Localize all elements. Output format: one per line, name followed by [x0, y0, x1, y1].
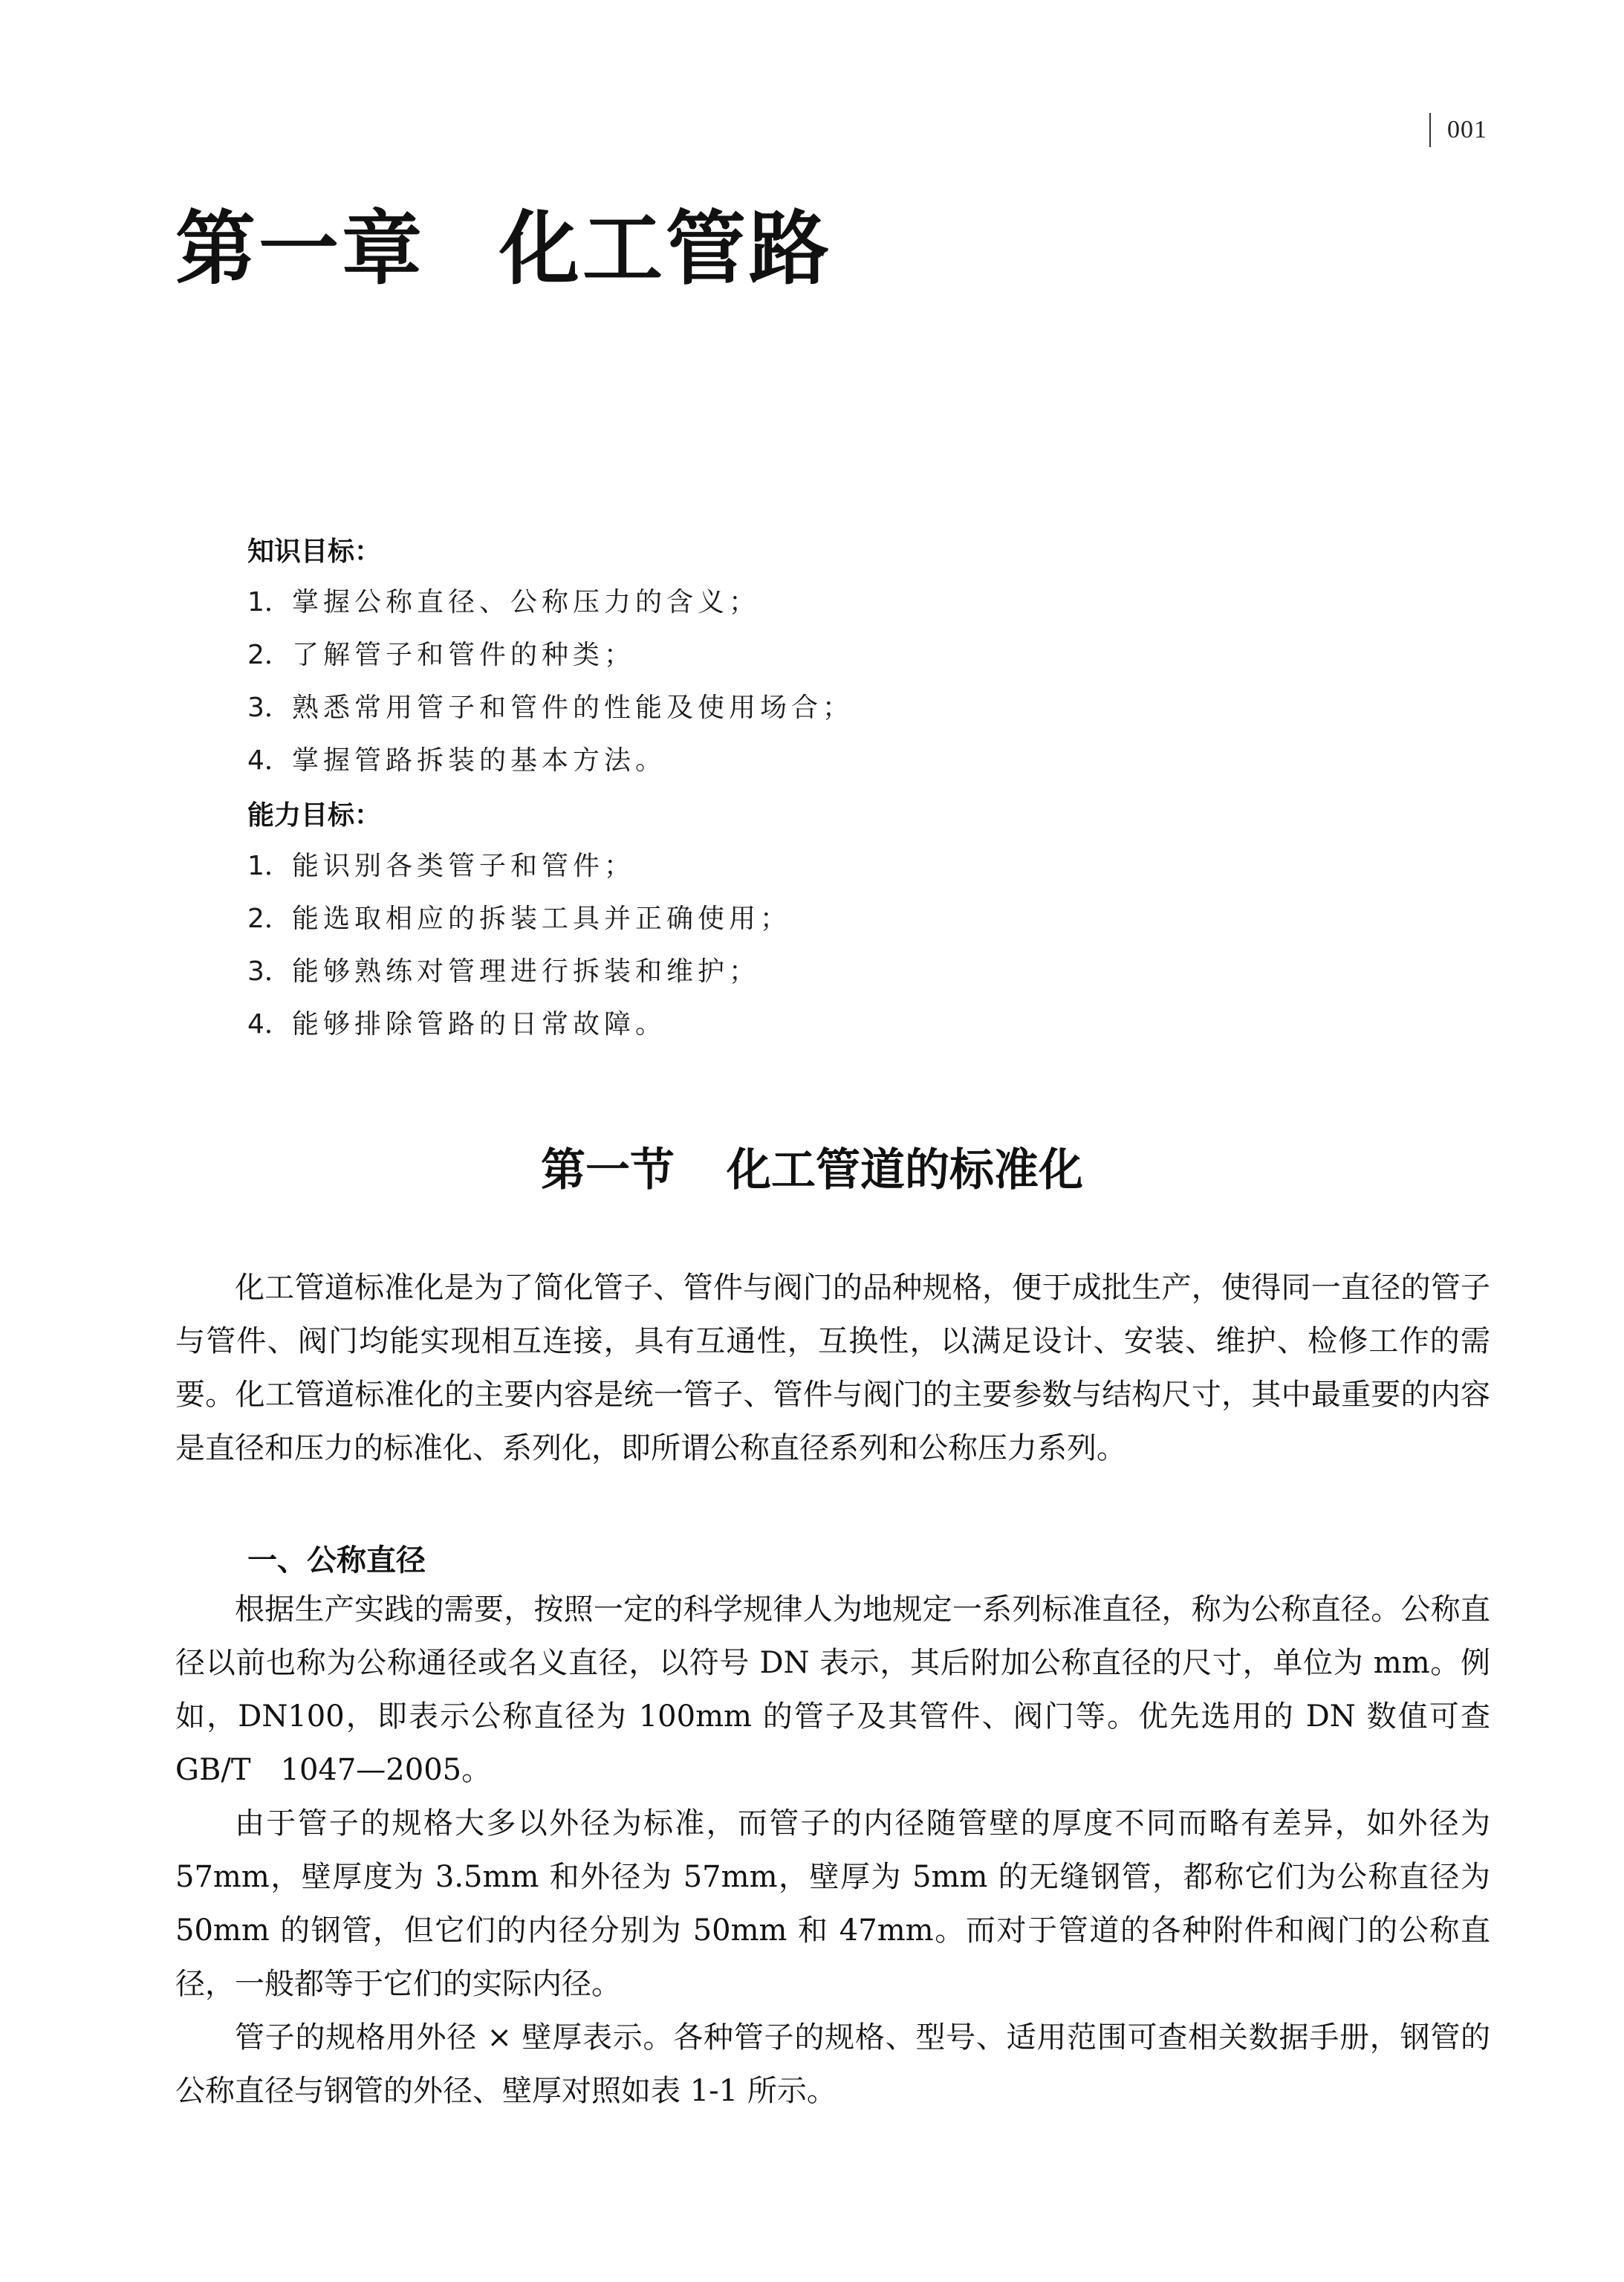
- learning-objectives: [247, 531, 1436, 1059]
- knowledge-objective-item: 4．掌握管路拆装的基本方法。: [247, 745, 667, 776]
- knowledge-objective-item: 3．熟悉常用管子和管件的性能及使用场合；: [247, 693, 854, 723]
- section-name: 化工管道的标准化: [727, 1144, 1083, 1196]
- chapter-name: 化工管路: [499, 202, 833, 296]
- section-title: [0, 1137, 1624, 1204]
- intro-paragraph: 化工管道标准化是为了简化管子、管件与阀门的品种规格，便于成批生产，使得同一直径的管子与管件、阀门均能实现相互连接，具有互通性，互换性，以满足设计、安装、维护、检修工作的需要。化工管道标准化的主要内容是统一管子、管件与阀门的主要参数与结构尺寸，其中最重要的内容是直径和压力的标准化、系列化，即所谓公称直径系列和公称压力系列。: [175, 1271, 1490, 1465]
- body-paragraph: 由于管子的规格大多以外径为标准，而管子的内径随管壁的厚度不同而略有差异，如外径为 57mm，壁厚度为 3.5mm 和外径为 57mm，壁厚为 5mm 的无缝钢管，都称它们为公称直径为 50mm 的钢管，但它们的内径分别为 50mm 和 47mm。而对于管道的各种附件和阀门的公称直径，一般都等于它们的实际内径。: [175, 1806, 1490, 2001]
- knowledge-objectives-heading: 知识目标：: [247, 537, 382, 567]
- ability-objective-item: 1．能识别各类管子和管件；: [247, 851, 636, 881]
- ability-objective-item: 2．能选取相应的拆装工具并正确使用；: [247, 904, 792, 934]
- ability-objective-item: 3．能够熟练对管理进行拆装和维护；: [247, 956, 761, 987]
- page-number-text: 001: [1447, 116, 1487, 143]
- page-number-divider: [1429, 113, 1431, 147]
- subsection-heading: 一、公称直径: [247, 1543, 426, 1578]
- ability-objectives-heading: 能力目标：: [247, 800, 382, 831]
- page-number: [1429, 113, 1487, 147]
- knowledge-objective-item: 2．了解管子和管件的种类；: [247, 640, 636, 670]
- chapter-title: [175, 201, 832, 297]
- chapter-number: 第一章: [175, 202, 426, 296]
- knowledge-objective-item: 1．掌握公称直径、公称压力的含义；: [247, 587, 761, 617]
- body-paragraph: 管子的规格用外径 × 壁厚表示。各种管子的规格、型号、适用范围可查相关数据手册，钢管的公称直径与钢管的外径、壁厚对照如表 1-1 所示。: [175, 2020, 1490, 2108]
- section-number: 第一节: [541, 1144, 675, 1196]
- ability-objective-item: 4．能够排除管路的日常故障。: [247, 1009, 667, 1040]
- body-paragraph: 根据生产实践的需要，按照一定的科学规律人为地规定一系列标准直径，称为公称直径。公称直径以前也称为公称通径或名义直径，以符号 DN 表示，其后附加公称直径的尺寸，单位为 mm。例如，DN100，即表示公称直径为 100mm 的管子及其管件、阀门等。优先选用的 DN 数值可查 GB/T 1047—2005。: [175, 1592, 1490, 1787]
